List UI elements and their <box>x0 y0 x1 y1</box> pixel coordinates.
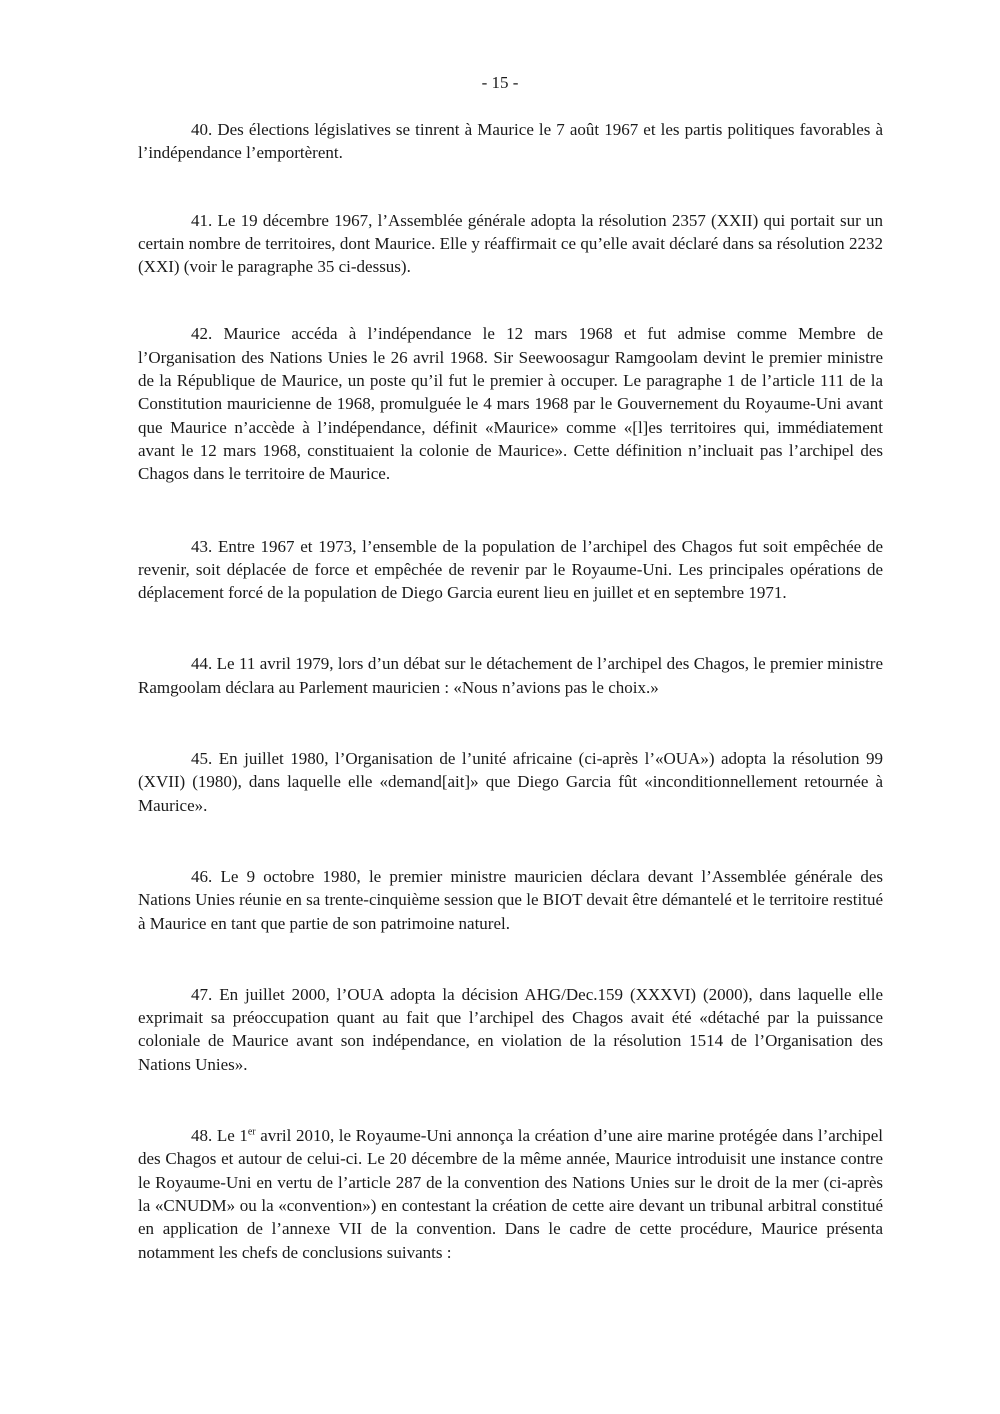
paragraph-48 <box>138 1124 883 1264</box>
paragraph-45: 45. En juillet 1980, l’Organisation de l’unité africaine (ci-après l’«OUA») adopta la résolution 99 (XVII) (1980), dans laquelle elle «demand[ait]» que Diego Garcia fût «inconditionnellement retournée à Maurice». <box>138 749 883 815</box>
paragraph-47: 47. En juillet 2000, l’OUA adopta la décision AHG/Dec.159 (XXXVI) (2000), dans laquelle elle exprimait sa préoccupation quant au fait que l’archipel des Chagos avait été «détaché par la puissance coloniale de Maurice avant son indépendance, en violation de la résolution 1514 de l’Organisation des Nations Unies». <box>138 984 883 1074</box>
ordinal-superscript: er <box>247 1126 256 1138</box>
document-body <box>138 118 883 1264</box>
paragraph-48-start: 48. Le 1 <box>191 1126 248 1146</box>
page-number: - 15 - <box>481 73 519 92</box>
paragraph-46: 46. Le 9 octobre 1980, le premier ministre mauricien déclara devant l’Assemblée générale des Nations Unies réunie en sa trente-cinquième session que le BIOT devait être démantelé et le territoire restitué à Maurice en tant que partie de son patrimoine naturel. <box>138 866 883 933</box>
paragraph-42: 42. Maurice accéda à l’indépendance le 12 mars 1968 et fut admise comme Membre de l’Organisation des Nations Unies le 26 avril 1968. Sir Seewoosagur Ramgoolam devint le premier ministre de la République de Maurice, un poste qu’il fut le premier à occuper. Le paragraphe 1 de l’article 111 de la Constitution mauricienne de 1968, promulguée le 4 mars 1968 par le Gouvernement du Royaume-Uni avant que Maurice n’accède à l’indépendance, définit «Maurice» comme «[l]es territoires qui, immédiatement avant le 12 mars 1968, constituaient la colonie de Maurice». Cette définition n’incluait pas l’archipel des Chagos dans le territoire de Maurice. <box>138 324 883 484</box>
paragraph-48-rest: avril 2010, le Royaume-Uni annonça la création d’une aire marine protégée dans l’archipel des Chagos et autour de celui-ci. Le 20 décembre de la même année, Maurice introduisit une instance contre le Royaume-Uni en vertu de l’article 287 de la convention des Nations Unies sur le droit de la mer (ci-après la «CNUDM» ou la «convention») en contestant la création de cette aire devant un tribunal arbitral constitué en application de l’annexe VII de la convention. Dans le cadre de cette procédure, Maurice présenta notamment les chefs de conclusions suivants : <box>138 1126 883 1262</box>
paragraph-40: 40. Des élections législatives se tinrent à Maurice le 7 août 1967 et les partis politiques favorables à l’indépendance l’emportèrent. <box>138 120 883 163</box>
paragraph-41: 41. Le 19 décembre 1967, l’Assemblée générale adopta la résolution 2357 (XXII) qui portait sur un certain nombre de territoires, dont Maurice. Elle y réaffirmait ce qu’elle avait déclaré dans sa résolution 2232 (XXI) (voir le paragraphe 35 ci-dessus). <box>138 210 883 277</box>
paragraph-44: 44. Le 11 avril 1979, lors d’un débat sur le détachement de l’archipel des Chagos, le premier ministre Ramgoolam déclara au Parlement mauricien : «Nous n’avions pas le choix.» <box>138 654 883 697</box>
paragraph-43: 43. Entre 1967 et 1973, l’ensemble de la population de l’archipel des Chagos fut soit empêchée de revenir, soit déplacée de force et empêchée de revenir par le Royaume-Uni. Les principales opérations de déplacement forcé de la population de Diego Garcia eurent lieu en juillet et en septembre 1971. <box>138 536 883 603</box>
